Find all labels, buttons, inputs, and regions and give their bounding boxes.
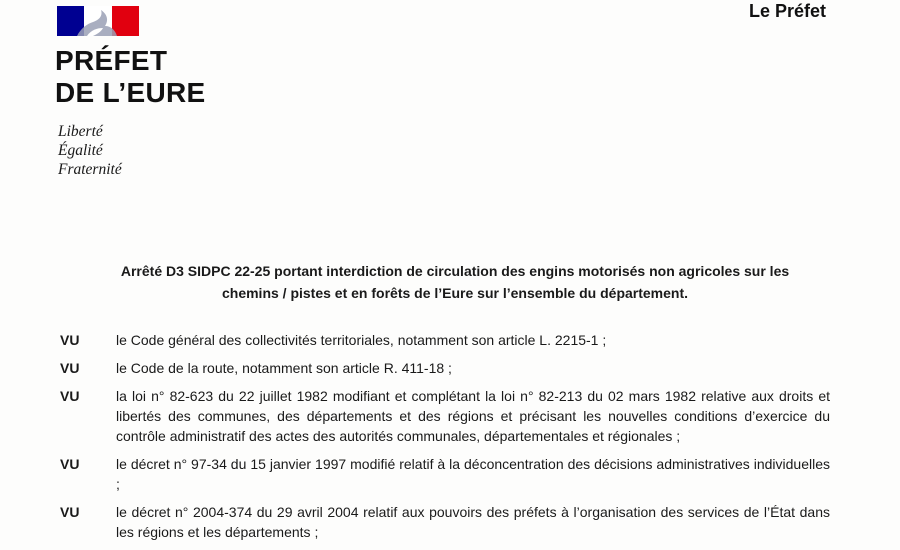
republic-flag-logo [57,6,139,36]
motto-fraternite: Fraternité [58,161,122,178]
decree-title-line-2: chemins / pistes et en forêts de l’Eure sur l’ensemble du département. [221,285,689,301]
consideration-label: VU [60,504,80,520]
consideration-label: VU [60,360,80,376]
consideration-text: le Code de la route, notamment son article R. 411-18 ; [116,360,452,376]
prefecture-line-1: PRÉFET [55,45,168,76]
consideration-text: la loi n° 82-623 du 22 juillet 1982 modifiant et complétant la loi n° 82-213 du 02 mars 1982 relative aux droits et libertés des communes, des départements et des régions et précisant les nouvelles conditions d’exercice du contrôle administratif des actes des autorités communales, départementales et régionales ; [116,388,830,444]
marianne-logo [57,6,139,36]
consideration-text: le décret n° 97-34 du 15 janvier 1997 modifié relatif à la déconcentration des décisions administratives individuelles ; [116,456,830,492]
prefecture-name [55,45,206,109]
consideration-item [60,330,830,350]
motto-egalite: Égalité [58,142,103,159]
decree-title [60,260,850,304]
consideration-text: le décret n° 2004-374 du 29 avril 2004 relatif aux pouvoirs des préfets à l’organisation des services de l’État dans les régions et les départements ; [116,504,830,540]
republic-motto [58,122,122,179]
motto-liberte: Liberté [58,123,103,140]
decree-title-line-1: Arrêté D3 SIDPC 22-25 portant interdiction de circulation des engins motorisés non agricoles sur les [120,263,790,279]
consideration-item [60,502,830,542]
consideration-label: VU [60,332,80,348]
consideration-item [60,386,830,446]
considerations-list [60,330,830,550]
consideration-label: VU [60,456,80,472]
consideration-label: VU [60,388,80,404]
consideration-text: le Code général des collectivités territoriales, notamment son article L. 2215-1 ; [116,332,607,348]
consideration-item [60,358,830,378]
signer-title: Le Préfet [748,1,826,21]
consideration-item [60,454,830,494]
prefecture-line-2: DE L’EURE [55,77,206,108]
